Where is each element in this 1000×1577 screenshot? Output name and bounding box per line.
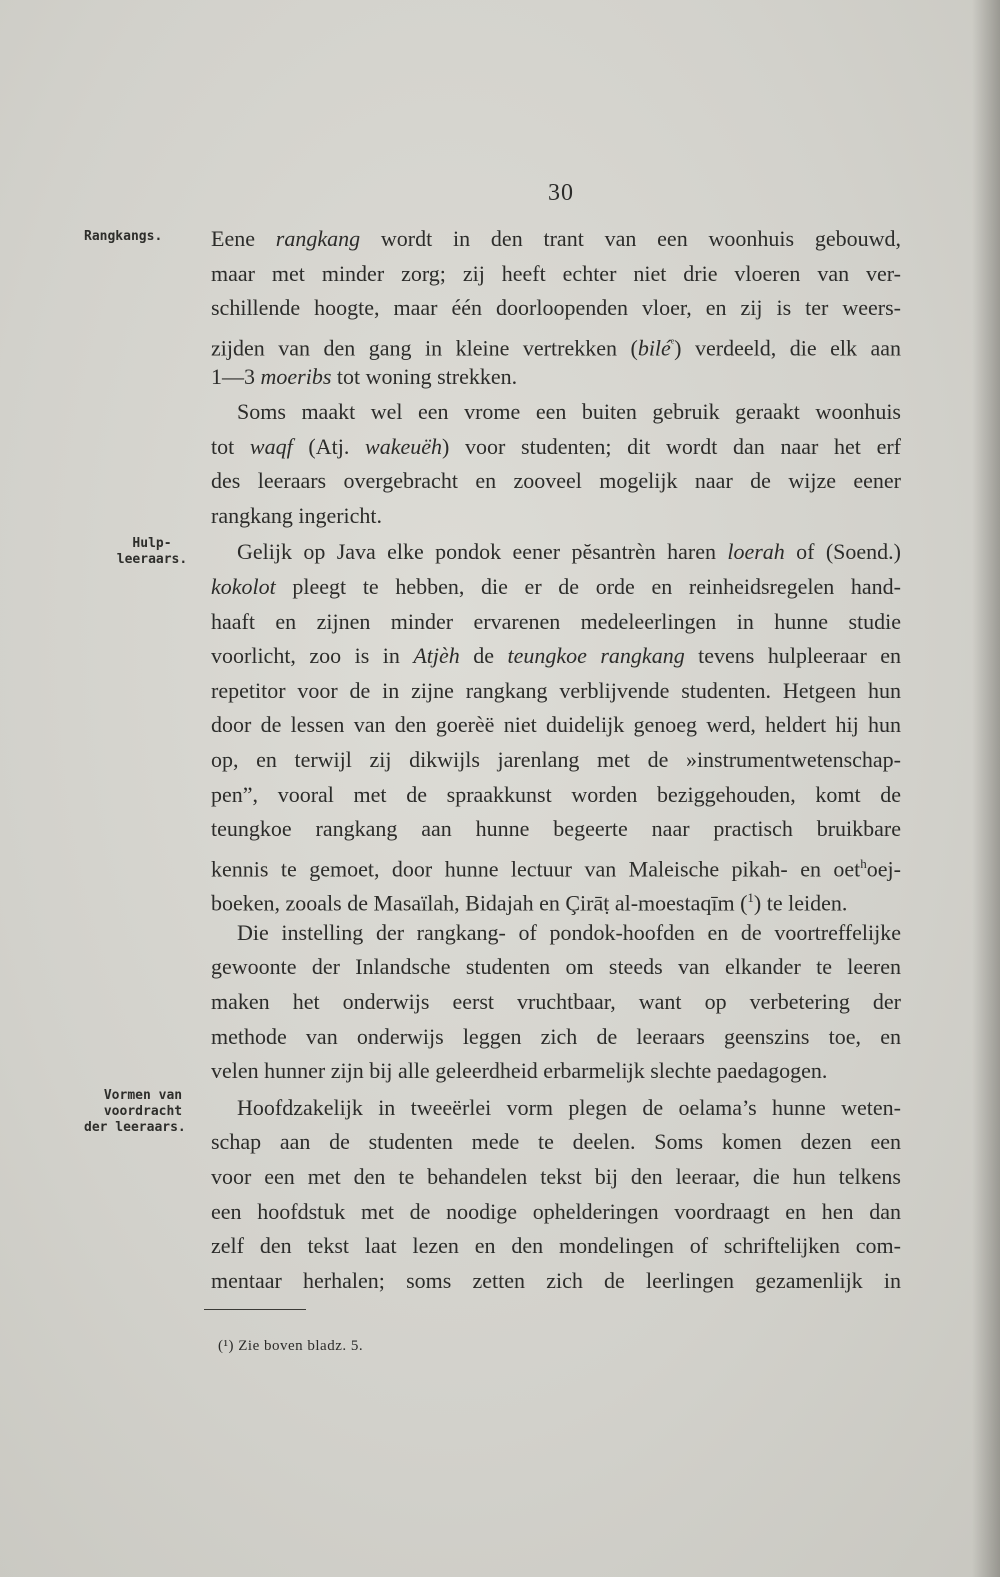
text-run: schillende hoogte, maar één doorloopenden vloer, en zij is ter weers- bbox=[211, 295, 901, 321]
marginal-note-rangkangs bbox=[84, 229, 214, 245]
text-run: ) verdeeld, die elk aan bbox=[674, 335, 901, 361]
text-line bbox=[211, 881, 901, 916]
text-line bbox=[211, 257, 901, 292]
marginal-note-line: Vormen van bbox=[103, 1088, 183, 1103]
text-line bbox=[211, 1020, 901, 1055]
text-run: 1—3 bbox=[211, 364, 261, 390]
text-line bbox=[211, 1091, 901, 1126]
text-run: maken het onderwijs eerst vruchtbaar, want op verbetering der bbox=[211, 989, 901, 1015]
superscript: h bbox=[860, 855, 867, 871]
text-line bbox=[211, 360, 901, 395]
text-run: kennis te gemoet, door hunne lectuur van Maleische pikah- en oet bbox=[211, 856, 861, 882]
page-edge-shadow bbox=[972, 0, 1000, 1577]
text-run: ) te leiden. bbox=[753, 890, 848, 916]
text-run: oej- bbox=[866, 856, 901, 882]
text-line bbox=[211, 222, 901, 257]
text-line bbox=[211, 1054, 901, 1089]
text-line bbox=[211, 326, 901, 361]
text-run: repetitor voor de in zijne rangkang verblijvende studenten. Hetgeen hun bbox=[211, 677, 901, 703]
text-line bbox=[211, 708, 901, 743]
text-line bbox=[211, 499, 901, 534]
text-run: (Atj. bbox=[292, 433, 366, 459]
footnote-rule bbox=[204, 1309, 306, 1310]
text-line bbox=[211, 916, 901, 951]
text-run: tot bbox=[211, 433, 250, 459]
marginal-note-line: Hulp- bbox=[132, 536, 172, 551]
text-run: zijden van den gang in kleine vertrekken ( bbox=[211, 335, 638, 361]
italic-term: kokolot bbox=[211, 573, 276, 599]
text-run: boeken, zooals de Masaïlah, Bidajah en Çirāṭ al-moestaqīm ( bbox=[211, 890, 748, 916]
text-run: op, en terwijl zij dikwijls jarenlang met de »instrumentwetenschap- bbox=[211, 746, 901, 772]
text-run: Eene bbox=[211, 226, 276, 251]
text-line bbox=[211, 1195, 901, 1230]
text-run: de bbox=[459, 643, 508, 669]
italic-term: Atjèh bbox=[413, 643, 460, 669]
text-run: Soms maakt wel een vrome een buiten gebruik geraakt woonhuis bbox=[237, 398, 901, 424]
text-run: Die instelling der rangkang- of pondok-hoofden en de voortreffelijke bbox=[237, 919, 901, 945]
text-run: voorlicht, zoo is in bbox=[211, 643, 414, 669]
body-text bbox=[211, 222, 901, 1298]
marginal-note-line: voordracht bbox=[103, 1104, 183, 1119]
text-run: mentaar herhalen; soms zetten zich de leerlingen gezamenlijk in bbox=[211, 1267, 901, 1293]
footnote: (¹) Zie boven bladz. 5. bbox=[218, 1338, 364, 1354]
text-line bbox=[211, 639, 901, 674]
text-line bbox=[211, 812, 901, 847]
text-run: tevens hulpleeraar en bbox=[684, 643, 902, 669]
text-run: een hoofdstuk met de noodige ophelderingen voordraagt en hen dan bbox=[211, 1198, 901, 1224]
text-run: door de lessen van den goerèë niet duidelijk genoeg werd, heldert hij hun bbox=[211, 712, 901, 738]
text-run: rangkang ingericht. bbox=[211, 502, 383, 528]
text-line bbox=[211, 950, 901, 985]
text-line bbox=[211, 985, 901, 1020]
text-run: teungkoe rangkang aan hunne begeerte naar practisch bruikbare bbox=[211, 816, 901, 842]
text-run: Hoofdzakelijk in tweeërlei vorm plegen de oelama’s hunne weten- bbox=[237, 1094, 901, 1120]
superscript: 1 bbox=[747, 890, 754, 906]
text-run: zelf den tekst laat lezen en den mondelingen of schriftelijken com- bbox=[211, 1233, 901, 1259]
text-run: maar met minder zorg; zij heeft echter niet drie vloeren van ver- bbox=[211, 260, 901, 286]
text-line bbox=[211, 778, 901, 813]
text-line bbox=[211, 1160, 901, 1195]
text-line bbox=[211, 743, 901, 778]
italic-term: teungkoe rangkang bbox=[507, 643, 685, 669]
text-line bbox=[211, 535, 901, 570]
text-run: velen hunner zijn bij alle geleerdheid erbarmelijk slechte paedagogen. bbox=[211, 1058, 828, 1084]
text-line bbox=[211, 1229, 901, 1264]
text-line bbox=[211, 430, 901, 465]
text-run: haaft en zijnen minder ervarenen medeleerlingen in hunne studie bbox=[211, 608, 901, 634]
superscript: ᵉ bbox=[670, 334, 675, 350]
text-line bbox=[211, 1264, 901, 1299]
page-number: 30 bbox=[548, 180, 574, 206]
marginal-note-hulpleeraars bbox=[112, 536, 192, 568]
italic-term: loerah bbox=[727, 539, 785, 565]
text-run: des leeraars overgebracht en zooveel mogelijk naar de wijze eener bbox=[211, 468, 901, 494]
text-run: ) voor studenten; dit wordt dan naar het erf bbox=[442, 433, 901, 459]
italic-term: wakeuëh bbox=[365, 433, 442, 459]
marginal-note-line: Rangkangs. bbox=[84, 229, 163, 244]
text-run: tot woning strekken. bbox=[331, 364, 518, 390]
text-run: schap aan de studenten mede te deelen. Soms komen dezen een bbox=[211, 1129, 901, 1155]
text-run: wordt in den trant van een woonhuis gebouwd, bbox=[360, 226, 901, 251]
text-line bbox=[211, 464, 901, 499]
text-line bbox=[211, 674, 901, 709]
marginal-note-line: leeraars. bbox=[116, 552, 188, 567]
text-run: pen”, vooral met de spraakkunst worden beziggehouden, komt de bbox=[211, 781, 901, 807]
italic-term: moeribs bbox=[260, 364, 332, 390]
text-run: gewoonte der Inlandsche studenten om steeds van elkander te leeren bbox=[211, 954, 901, 980]
text-line bbox=[211, 395, 901, 430]
text-run: of (Soend.) bbox=[784, 539, 901, 565]
marginal-note-vormen-van-voordracht bbox=[84, 1088, 202, 1136]
marginal-note-line: der leeraars. bbox=[84, 1120, 186, 1135]
italic-term: rangkang bbox=[275, 226, 361, 251]
text-line bbox=[211, 570, 901, 605]
text-line bbox=[211, 605, 901, 640]
text-run: voor een met den te behandelen tekst bij den leeraar, die hun telkens bbox=[211, 1164, 901, 1190]
text-line bbox=[211, 1125, 901, 1160]
text-line bbox=[211, 291, 901, 326]
text-line bbox=[211, 847, 901, 882]
text-run: Gelijk op Java elke pondok eener pĕsantrèn haren bbox=[237, 539, 728, 565]
italic-term: bilé bbox=[637, 335, 671, 361]
text-run: pleegt te hebben, die er de orde en reinheidsregelen hand- bbox=[275, 573, 901, 599]
text-run: methode van onderwijs leggen zich de leeraars geenszins toe, en bbox=[211, 1023, 901, 1049]
italic-term: waqf bbox=[249, 433, 293, 459]
